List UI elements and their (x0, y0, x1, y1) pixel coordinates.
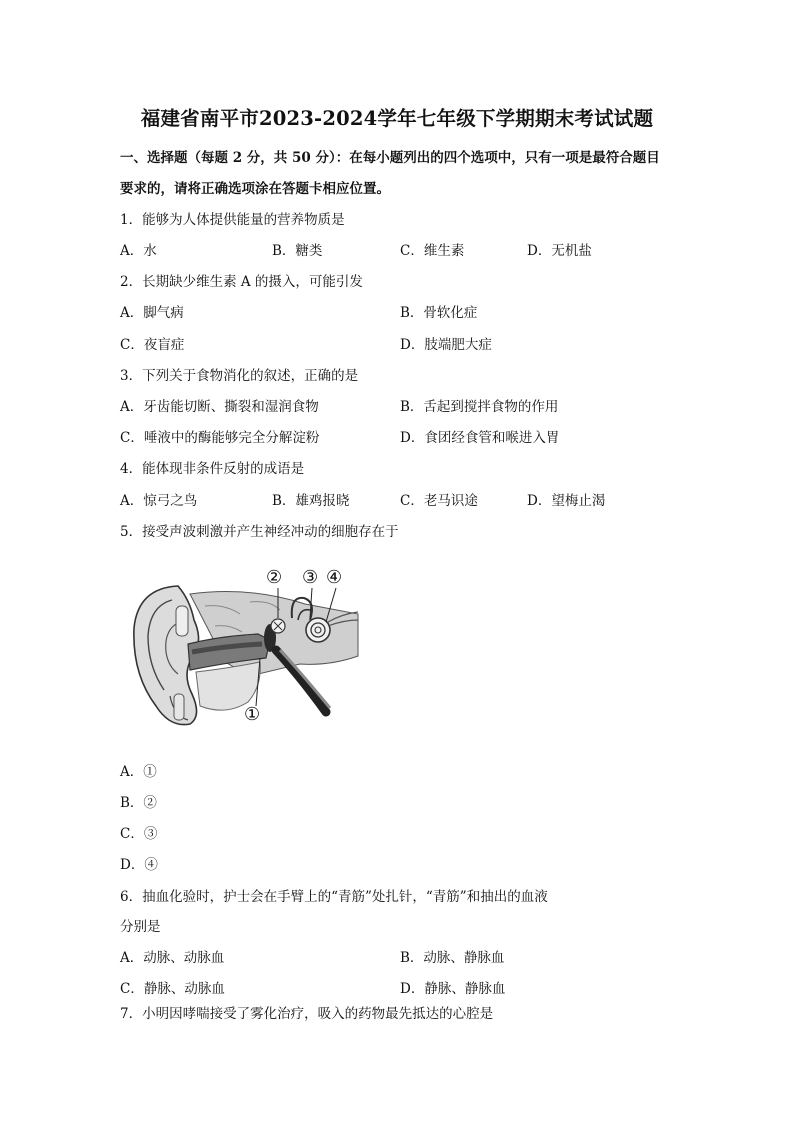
q4-option-c[interactable]: C．老马识途 (400, 493, 478, 509)
q3-option-a[interactable]: A．牙齿能切断、撕裂和湿润食物 (120, 399, 319, 415)
q5-option-a[interactable]: A．① (120, 764, 157, 780)
label-4: ④ (326, 567, 343, 588)
page-title: 福建省南平市2023-2024学年七年级下学期期末考试试题 (140, 107, 654, 130)
question-6-stem-cont: 分别是 (120, 919, 161, 935)
question-3-stem: 3．下列关于食物消化的叙述，正确的是 (120, 368, 359, 384)
q3-option-d[interactable]: D．食团经食管和喉进入胃 (400, 430, 560, 446)
label-3: ③ (302, 567, 319, 588)
question-7-stem: 7．小明因哮喘接受了雾化治疗，吸入的药物最先抵达的心腔是 (120, 1006, 494, 1022)
q6-option-d[interactable]: D．静脉、静脉血 (400, 981, 506, 997)
question-6-stem: 6．抽血化验时，护士会在手臂上的“青筋”处扎针，“青筋”和抽出的血液 (120, 889, 548, 905)
q4-option-b[interactable]: B．雄鸡报晓 (272, 493, 350, 509)
q6-option-b[interactable]: B．动脉、静脉血 (400, 950, 505, 966)
q1-option-c[interactable]: C．维生素 (400, 243, 465, 259)
q1-option-d[interactable]: D．无机盐 (527, 243, 592, 259)
question-4-stem: 4．能体现非条件反射的成语是 (120, 461, 305, 477)
q3-option-b[interactable]: B．舌起到搅拌食物的作用 (400, 399, 559, 415)
q2-option-c[interactable]: C．夜盲症 (120, 337, 185, 353)
q5-option-c[interactable]: C．③ (120, 826, 158, 842)
q3-option-c[interactable]: C．唾液中的酶能够完全分解淀粉 (120, 430, 320, 446)
q1-option-b[interactable]: B．糖类 (272, 243, 323, 259)
ear-diagram (130, 566, 360, 734)
section-instructions-line1: 一、选择题（每题 2 分，共 50 分）：在每小题列出的四个选项中，只有一项是最符合题目 (120, 150, 660, 166)
q5-option-b[interactable]: B．② (120, 795, 157, 811)
q4-option-a[interactable]: A．惊弓之鸟 (120, 493, 198, 509)
q6-option-a[interactable]: A．动脉、动脉血 (120, 950, 225, 966)
q6-option-c[interactable]: C．静脉、动脉血 (120, 981, 225, 997)
question-5-stem: 5．接受声波刺激并产生神经冲动的细胞存在于 (120, 524, 399, 540)
label-1: ① (244, 704, 261, 725)
q2-option-d[interactable]: D．肢端肥大症 (400, 337, 492, 353)
section-instructions-line2: 要求的，请将正确选项涂在答题卡相应位置。 (120, 181, 390, 197)
q1-option-a[interactable]: A．水 (120, 243, 157, 259)
q2-option-b[interactable]: B．骨软化症 (400, 305, 478, 321)
q4-option-d[interactable]: D．望梅止渴 (527, 493, 606, 509)
q2-option-a[interactable]: A．脚气病 (120, 305, 184, 321)
label-2: ② (266, 567, 283, 588)
question-1-stem: 1．能够为人体提供能量的营养物质是 (120, 212, 345, 228)
question-2-stem: 2．长期缺少维生素 A 的摄入，可能引发 (120, 274, 363, 290)
q5-option-d[interactable]: D．④ (120, 857, 158, 873)
